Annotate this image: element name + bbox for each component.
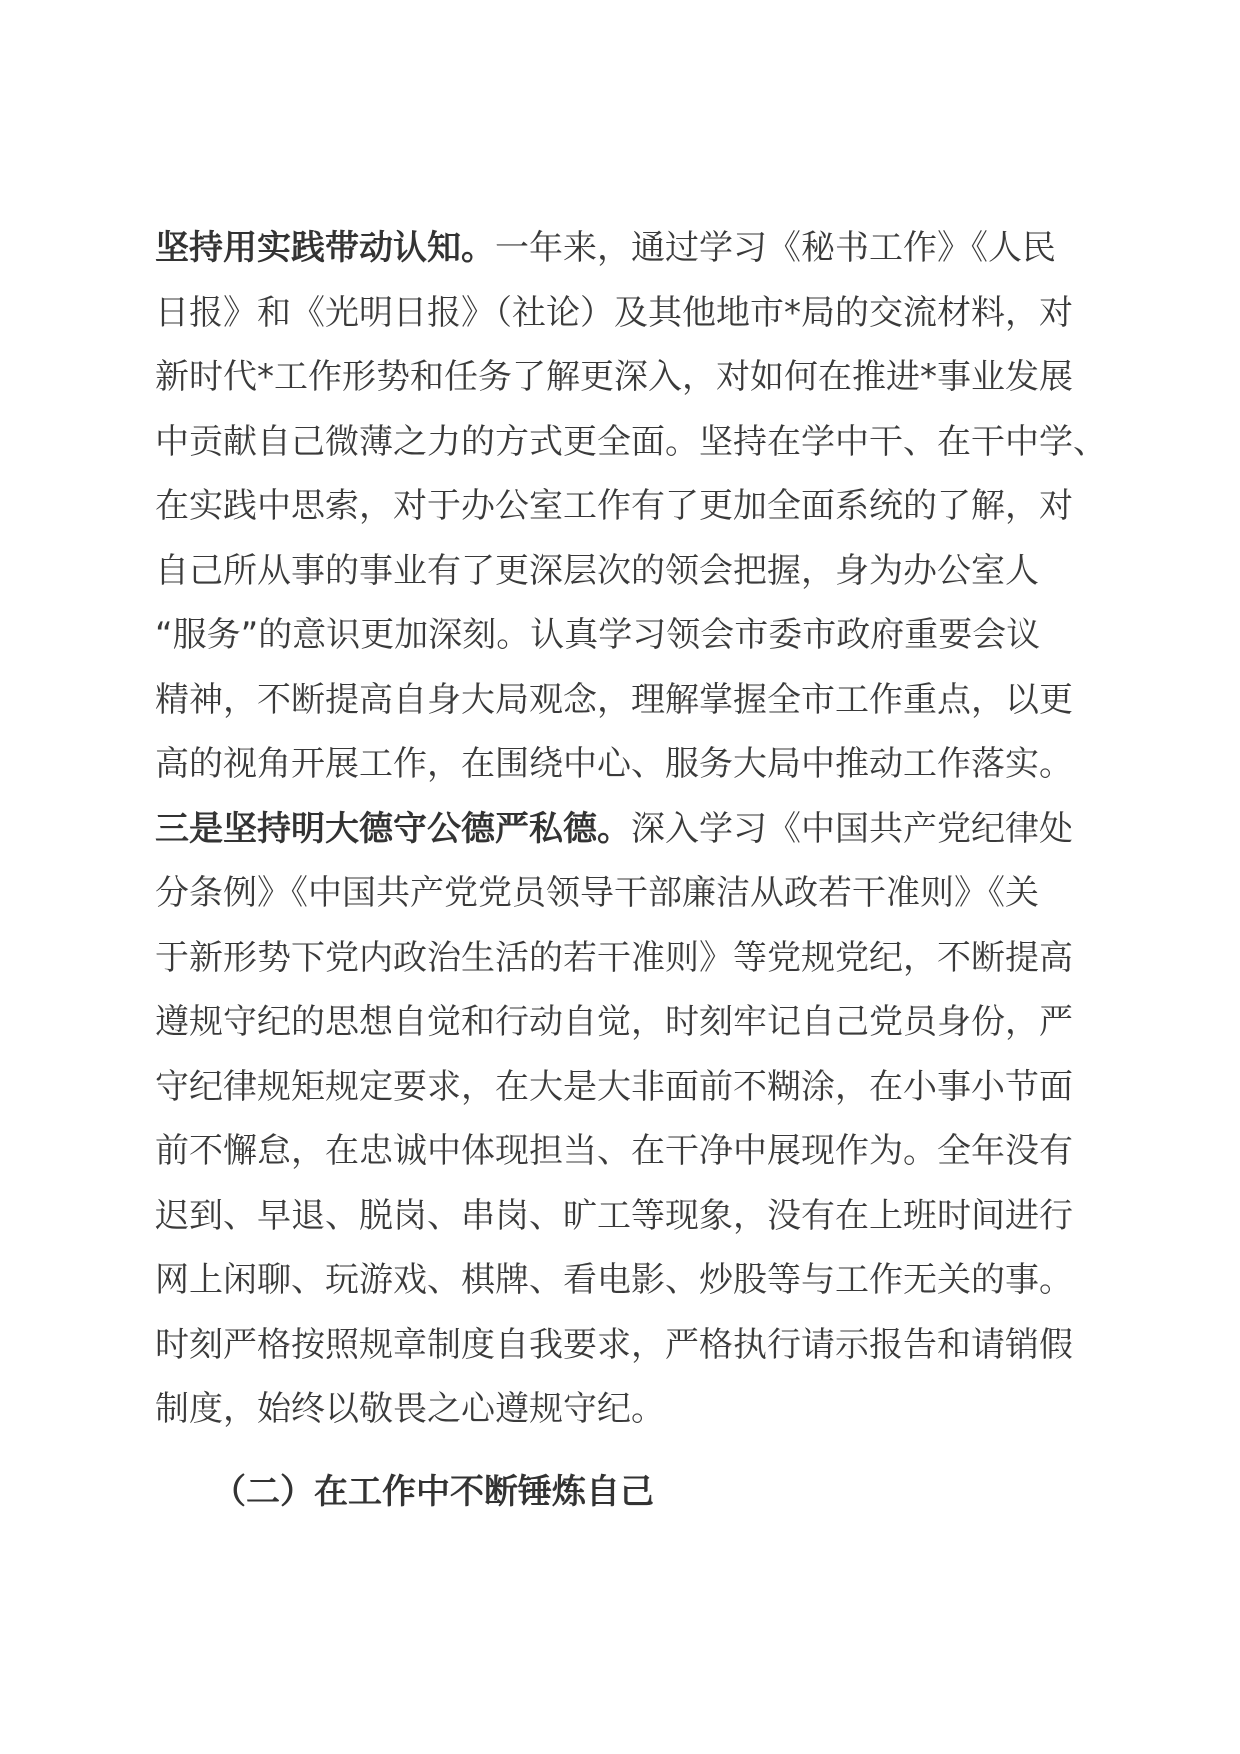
bold-lead: 三是坚持明大德守公德严私德。 [155,808,631,849]
line-text: 前不懈怠，在忠诚中体现担当、在干净中展现作为。全年没有 [155,1131,1073,1171]
text-line [155,1377,1095,1442]
text-line [155,1055,1095,1120]
line-text: 深入学习《中国共产党纪律处 [631,808,1073,849]
text-line [155,1248,1095,1313]
line-text: 网上闲聊、玩游戏、棋牌、看电影、炒股等与工作无关的事。 [155,1260,1073,1300]
line-text: 高的视角开展工作，在围绕中心、服务大局中推动工作落实。 [155,744,1073,784]
line-text: 在实践中思索，对于办公室工作有了更加全面系统的了解，对 [155,486,1073,526]
text-line [155,216,1095,281]
bold-lead: 坚持用实践带动认知。 [155,228,495,268]
text-line [155,345,1095,410]
line-text: “服务”的意识更加深刻。认真学习领会市委市政府重要会议 [155,615,1041,655]
text-line [155,603,1095,668]
line-text: 时刻严格按照规章制度自我要求，严格执行请示报告和请销假 [155,1324,1073,1365]
text-line [155,1313,1095,1378]
line-text: 迟到、早退、脱岗、串岗、旷工等现象，没有在上班时间进行 [155,1195,1073,1236]
text-line [155,861,1095,926]
text-line [155,668,1095,733]
text-line [155,1184,1095,1249]
line-text: 精神，不断提高自身大局观念，理解掌握全市工作重点，以更 [155,679,1073,720]
text-line [155,539,1095,604]
text-line [155,926,1095,991]
text-line [155,797,1095,862]
section-heading: （二）在工作中不断锤炼自己 [212,1472,654,1512]
line-text: 遵规守纪的思想自觉和行动自觉，时刻牢记自己党员身份，严 [155,1002,1073,1042]
line-text: 一年来，通过学习《秘书工作》《人民 [495,228,1056,268]
text-line [155,1119,1095,1184]
line-text: 制度，始终以敬畏之心遵规守纪。 [155,1389,665,1429]
text-line [155,732,1095,797]
line-text: 分条例》《中国共产党党员领导干部廉洁从政若干准则》《关 [155,873,1039,913]
line-text: 自己所从事的事业有了更深层次的领会把握，身为办公室人 [155,550,1039,591]
line-text: 中贡献自己微薄之力的方式更全面。坚持在学中干、在干中学、 [155,421,1107,462]
line-text: 日报》和《光明日报》（社论）及其他地市*局的交流材料，对 [155,292,1073,333]
text-line [155,281,1095,346]
text-line [155,474,1095,539]
text-line [155,990,1095,1055]
line-text: 守纪律规矩规定要求，在大是大非面前不糊涂，在小事小节面 [155,1066,1073,1107]
body-text [155,216,1107,1442]
line-text: 于新形势下党内政治生活的若干准则》等党规党纪，不断提高 [155,937,1073,978]
line-text: 新时代*工作形势和任务了解更深入，对如何在推进*事业发展 [155,357,1073,397]
text-line [155,410,1107,475]
